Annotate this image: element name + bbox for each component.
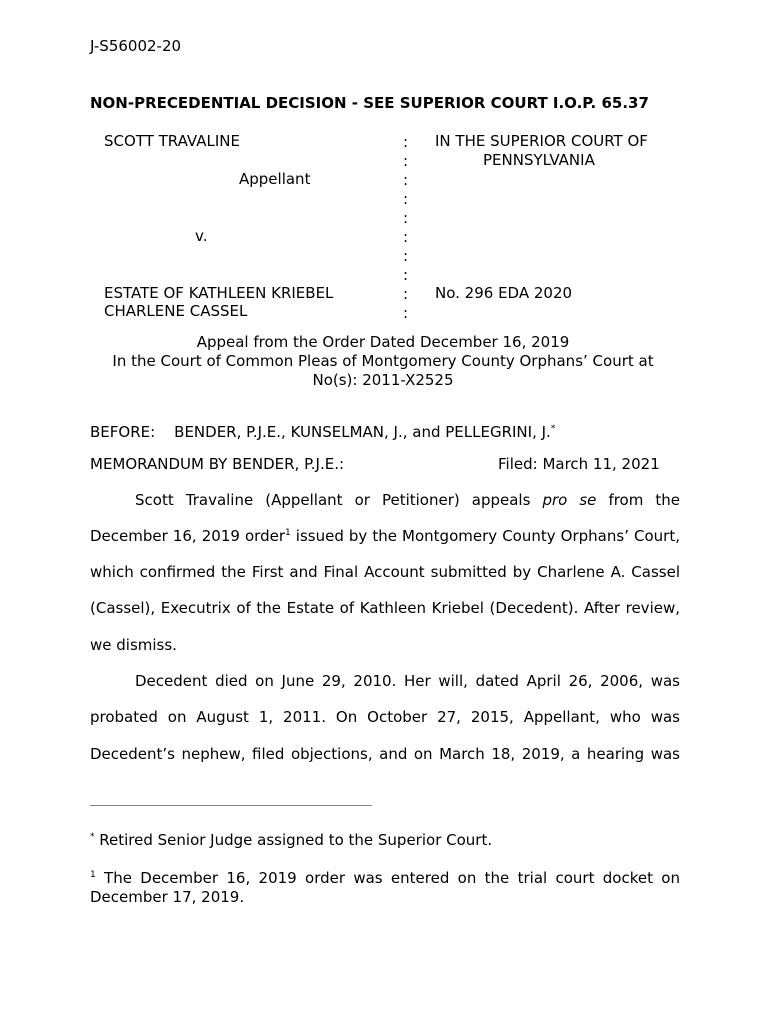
court-name-line-2: PENNSYLVANIA [483, 151, 595, 169]
body-line: we dismiss. [90, 636, 177, 654]
judge-footnote-marker: * [550, 424, 556, 434]
body-line: Decedent’s nephew, filed objections, and on March 18, 2019, a hearing was [90, 745, 680, 763]
footnote-ref-1: 1 [285, 528, 291, 538]
appellant-role: Appellant [239, 170, 311, 188]
body-line: Decedent died on June 29, 2010. Her will, dated April 26, 2006, was [135, 672, 680, 690]
appeal-info [90, 333, 676, 390]
before-label: BEFORE: [90, 423, 156, 441]
footnote-star: * Retired Senior Judge assigned to the Superior Court. [90, 831, 493, 849]
versus: v. [195, 227, 208, 245]
body-line: which confirmed the First and Final Account submitted by Charlene A. Cassel [90, 563, 680, 581]
caption-colon: : [403, 152, 409, 170]
appellant-name: SCOTT TRAVALINE [104, 132, 240, 150]
caption-colon: : [403, 133, 409, 151]
body-line: December 16, 2019 order$^1$ issued by the Montgomery County Orphans’ Court, [90, 527, 680, 545]
filed-date: Filed: March 11, 2021 [498, 455, 660, 473]
caption-colon: : [403, 190, 409, 208]
footnote-divider [90, 805, 372, 806]
memorandum-author: MEMORANDUM BY BENDER, P.J.E.: [90, 455, 345, 473]
caption-colon: : [403, 304, 409, 322]
footnote-marker: 1 [90, 870, 96, 880]
court-name-line-1: IN THE SUPERIOR COURT OF [435, 132, 648, 150]
body-line: probated on August 1, 2011. On October 27, 2015, Appellant, who was [90, 708, 680, 726]
caption-colon: : [403, 171, 409, 189]
appellee-line-1: ESTATE OF KATHLEEN KRIEBEL [104, 284, 334, 302]
panel-judges: BENDER, P.J.E., KUNSELMAN, J., and PELLEGRINI, J. [174, 423, 551, 441]
pro-se-term: pro se [542, 491, 597, 509]
before-line [90, 423, 555, 441]
body-line: (Cassel), Executrix of the Estate of Kathleen Kriebel (Decedent). After review, [90, 599, 680, 617]
body-line: Scott Travaline (Appellant or Petitioner) appeals pro se from the [135, 491, 681, 509]
non-precedential-banner: NON-PRECEDENTIAL DECISION - SEE SUPERIOR COURT I.O.P. 65.37 [90, 94, 649, 112]
appeal-line-2: In the Court of Common Pleas of Montgomery County Orphans’ Court at [112, 352, 654, 370]
docket-id: J-S56002-20 [90, 37, 182, 55]
caption-colon: : [403, 266, 409, 284]
appeal-line-3: No(s): 2011-X2525 [312, 371, 454, 389]
footnote-1: $^1$ The December 16, 2019 order was entered on the trial court docket on December 17, 2019. [90, 869, 680, 906]
caption-colon-column [403, 133, 408, 323]
caption-colon: : [403, 209, 409, 227]
appeal-line-1: Appeal from the Order Dated December 16, 2019 [196, 333, 570, 351]
appellee-line-2: CHARLENE CASSEL [104, 302, 248, 320]
caption-colon: : [403, 247, 409, 265]
caption-colon: : [403, 228, 409, 246]
caption-colon: : [403, 285, 409, 303]
footnote-marker: * [90, 832, 95, 842]
case-number: No. 296 EDA 2020 [435, 284, 573, 302]
